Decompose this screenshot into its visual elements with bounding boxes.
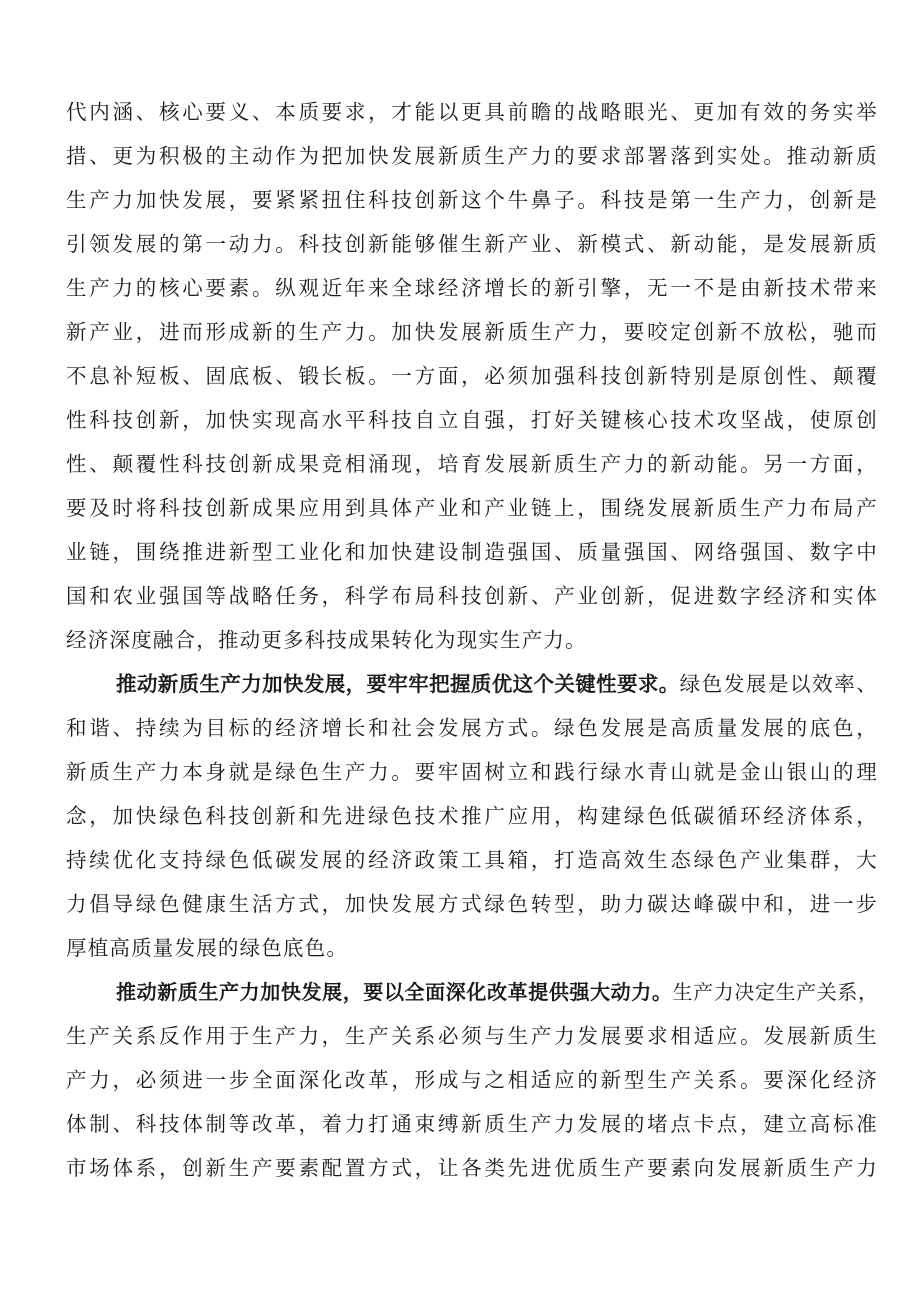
paragraph-1-line-4: 引领发展的第一动力。科技创新能够催生新产业、新模式、新动能，是发展新质 (66, 232, 878, 256)
paragraph-3-line-4: 体制、科技体制等改革，着力打通束缚新质生产力发展的堵点卡点，建立高标准 (66, 1112, 878, 1136)
paragraph-2-line-4: 念，加快绿色科技创新和先进绿色技术推广应用，构建绿色低碳循环经济体系， (66, 804, 878, 828)
paragraph-1-line-2: 措、更为积极的主动作为把加快发展新质生产力的要求部署落到实处。推动新质 (66, 144, 878, 168)
paragraph-1-line-7: 不息补短板、固底板、锻长板。一方面，必须加强科技创新特别是原创性、颠覆 (66, 364, 878, 388)
paragraph-1-line-11: 业链，围绕推进新型工业化和加快建设制造强国、质量强国、网络强国、数字中 (66, 540, 878, 564)
paragraph-2-line-7: 厚植高质量发展的绿色底色。 (66, 936, 349, 960)
paragraph-1-line-10: 要及时将科技创新成果应用到具体产业和产业链上，围绕发展新质生产力布局产 (66, 496, 878, 520)
paragraph-3-lead-sentence: 推动新质生产力加快发展，要以全面深化改革提供强大动力。 (116, 980, 673, 1004)
paragraph-1-line-9: 性、颠覆性科技创新成果竞相涌现，培育发展新质生产力的新动能。另一方面， (66, 452, 878, 476)
paragraph-3-line-2: 生产关系反作用于生产力，生产关系必须与生产力发展要求相适应。发展新质生 (66, 1024, 878, 1048)
paragraph-1-line-1: 代内涵、核心要义、本质要求，才能以更具前瞻的战略眼光、更加有效的务实举 (66, 100, 878, 124)
paragraph-1-line-5: 生产力的核心要素。纵观近年来全球经济增长的新引擎，无一不是由新技术带来 (66, 276, 878, 300)
paragraph-3-line-3: 产力，必须进一步全面深化改革，形成与之相适应的新型生产关系。要深化经济 (66, 1068, 878, 1092)
paragraph-2-lead-sentence: 推动新质生产力加快发展，要牢牢把握质优这个关键性要求。 (116, 672, 680, 696)
paragraph-2-line-3: 新质生产力本身就是绿色生产力。要牢固树立和践行绿水青山就是金山银山的理 (66, 760, 878, 784)
paragraph-2-line-1 (116, 664, 878, 704)
paragraph-2-line-2: 和谐、持续为目标的经济增长和社会发展方式。绿色发展是高质量发展的底色， (66, 716, 878, 740)
paragraph-3-line-1 (116, 972, 878, 1012)
paragraph-2-first-line-rest: 绿色发展是以效率、 (679, 672, 878, 696)
paragraph-3-first-line-rest: 生产力决定生产关系， (672, 980, 879, 1004)
paragraph-1-line-3: 生产力加快发展，要紧紧扭住科技创新这个牛鼻子。科技是第一生产力，创新是 (66, 188, 878, 212)
paragraph-1-line-8: 性科技创新，加快实现高水平科技自立自强，打好关键核心技术攻坚战，使原创 (66, 408, 878, 432)
paragraph-1-line-12: 国和农业强国等战略任务，科学布局科技创新、产业创新，促进数字经济和实体 (66, 584, 878, 608)
paragraph-1-line-13: 经济深度融合，推动更多科技成果转化为现实生产力。 (66, 628, 587, 652)
paragraph-2-line-5: 持续优化支持绿色低碳发展的经济政策工具箱，打造高效生态绿色产业集群，大 (66, 848, 878, 872)
paragraph-2-line-6: 力倡导绿色健康生活方式，加快发展方式绿色转型，助力碳达峰碳中和，进一步 (66, 892, 878, 916)
paragraph-3-line-5: 市场体系，创新生产要素配置方式，让各类先进优质生产要素向发展新质生产力 (66, 1156, 878, 1180)
paragraph-1-line-6: 新产业，进而形成新的生产力。加快发展新质生产力，要咬定创新不放松，驰而 (66, 320, 878, 344)
